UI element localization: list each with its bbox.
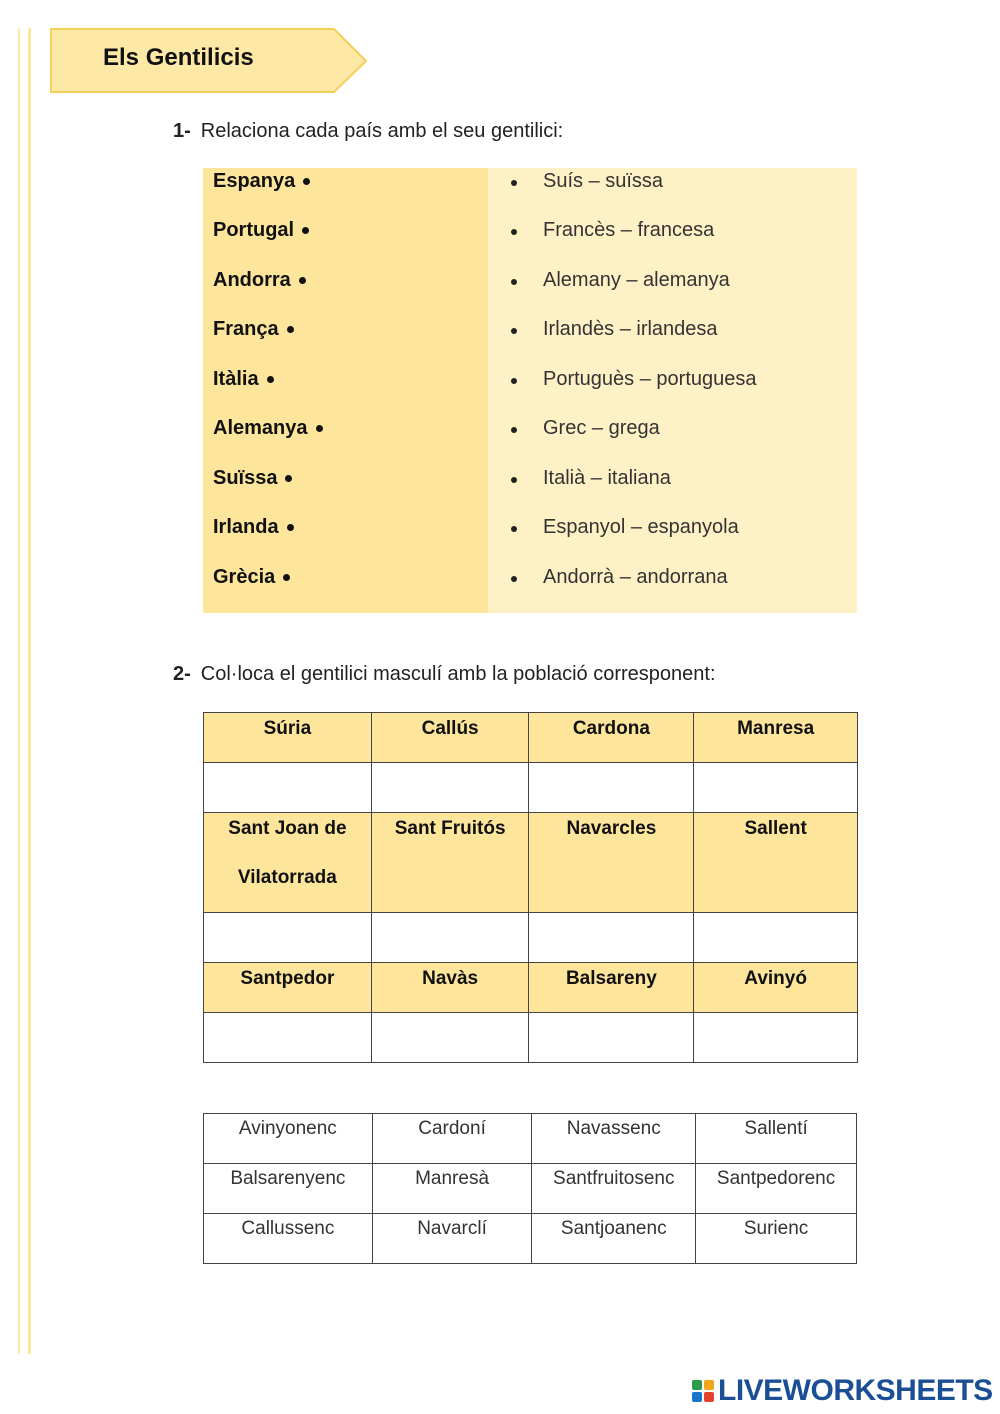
match-dot[interactable] — [511, 180, 517, 186]
table-row — [204, 963, 858, 1013]
brand-name: LIVEWORKSHEETS — [718, 1374, 993, 1407]
word-bank-item[interactable]: Cardoní — [372, 1114, 532, 1164]
answer-cell[interactable] — [204, 1013, 372, 1063]
gentilic-item[interactable]: Francès – francesa — [528, 219, 714, 242]
town-cell: Sallent — [694, 813, 858, 913]
logo-square — [704, 1380, 714, 1390]
exercise-number: 1- — [173, 120, 191, 142]
answer-cell[interactable] — [204, 913, 372, 963]
answer-cell[interactable] — [371, 1013, 529, 1063]
word-bank-item[interactable]: Callussenc — [204, 1214, 373, 1264]
country-item[interactable]: Suïssa — [213, 467, 292, 490]
page-margin-line — [18, 28, 20, 1354]
match-dot[interactable] — [511, 576, 517, 582]
country-item[interactable]: Grècia — [213, 566, 290, 589]
page-margin-line — [28, 28, 31, 1354]
match-dot[interactable] — [302, 227, 309, 234]
town-cell: Callús — [371, 713, 529, 763]
matching-exercise — [203, 168, 857, 613]
word-bank-item[interactable]: Navarclí — [372, 1214, 532, 1264]
table-row — [204, 763, 858, 813]
match-dot[interactable] — [511, 328, 517, 334]
word-bank-item[interactable]: Balsarenyenc — [204, 1164, 373, 1214]
match-dot[interactable] — [316, 425, 323, 432]
country-item[interactable]: Portugal — [213, 219, 309, 242]
table-row — [204, 913, 858, 963]
answer-cell[interactable] — [529, 913, 694, 963]
country-item[interactable]: Andorra — [213, 269, 306, 292]
logo-grid-icon — [692, 1380, 714, 1402]
exercise-1-question — [173, 120, 563, 143]
match-dot[interactable] — [511, 378, 517, 384]
country-item[interactable]: França — [213, 318, 294, 341]
gentilic-item[interactable]: Alemany – alemanya — [528, 269, 730, 292]
country-item[interactable]: Espanya — [213, 170, 310, 193]
table-row — [204, 1214, 857, 1264]
answer-cell[interactable] — [529, 763, 694, 813]
town-cell: Súria — [204, 713, 372, 763]
word-bank-table — [203, 1113, 857, 1264]
match-dot[interactable] — [511, 229, 517, 235]
liveworksheets-logo — [692, 1376, 993, 1406]
word-bank-item[interactable]: Surienc — [696, 1214, 857, 1264]
town-cell: Navarcles — [529, 813, 694, 913]
town-cell: Cardona — [529, 713, 694, 763]
gentilic-item[interactable]: Andorrà – andorrana — [528, 566, 728, 589]
logo-square — [692, 1380, 702, 1390]
gentilic-item[interactable]: Irlandès – irlandesa — [528, 318, 718, 341]
table-row — [204, 1164, 857, 1214]
town-cell — [204, 813, 372, 913]
gentilic-item[interactable]: Portuguès – portuguesa — [528, 368, 757, 391]
gentilic-item[interactable]: Italià – italiana — [528, 467, 671, 490]
gentilic-item[interactable]: Espanyol – espanyola — [528, 516, 739, 539]
exercise-number: 2- — [173, 663, 191, 685]
match-dot[interactable] — [511, 477, 517, 483]
word-bank-item[interactable]: Avinyonenc — [204, 1114, 373, 1164]
page-title: Els Gentilicis — [103, 44, 254, 71]
match-dot[interactable] — [287, 524, 294, 531]
match-dot[interactable] — [303, 178, 310, 185]
answer-cell[interactable] — [694, 763, 858, 813]
gentilics-column — [488, 168, 857, 613]
town-cell: Avinyó — [694, 963, 858, 1013]
exercise-instruction: Col·loca el gentilici masculí amb la població corresponent: — [200, 663, 716, 685]
town-cell: Navàs — [371, 963, 529, 1013]
answer-cell[interactable] — [529, 1013, 694, 1063]
logo-square — [704, 1392, 714, 1402]
exercise-2-question — [173, 663, 716, 686]
answer-cell[interactable] — [204, 763, 372, 813]
word-bank-item[interactable]: Manresà — [372, 1164, 532, 1214]
match-dot[interactable] — [267, 376, 274, 383]
country-item[interactable]: Itàlia — [213, 368, 274, 391]
word-bank-item[interactable]: Navassenc — [532, 1114, 696, 1164]
word-bank-item[interactable]: Santfruitosenc — [532, 1164, 696, 1214]
town-cell: Santpedor — [204, 963, 372, 1013]
title-banner — [50, 28, 366, 92]
match-dot[interactable] — [511, 427, 517, 433]
word-bank-item[interactable]: Sallentí — [696, 1114, 857, 1164]
table-row — [204, 1013, 858, 1063]
town-cell: Balsareny — [529, 963, 694, 1013]
town-cell: Sant Fruitós — [371, 813, 529, 913]
town-name-line: Sant Joan de — [228, 818, 347, 839]
match-dot[interactable] — [283, 574, 290, 581]
gentilic-item[interactable]: Suís – suïssa — [528, 170, 663, 193]
countries-column — [203, 168, 488, 613]
exercise-instruction: Relaciona cada país amb el seu gentilici: — [200, 120, 564, 142]
word-bank-item[interactable]: Santjoanenc — [532, 1214, 696, 1264]
match-dot[interactable] — [511, 526, 517, 532]
country-item[interactable]: Irlanda — [213, 516, 294, 539]
table-row — [204, 813, 858, 913]
gentilic-item[interactable]: Grec – grega — [528, 417, 660, 440]
table-row — [204, 1114, 857, 1164]
answer-cell[interactable] — [371, 913, 529, 963]
match-dot[interactable] — [287, 326, 294, 333]
country-item[interactable]: Alemanya — [213, 417, 323, 440]
answer-cell[interactable] — [694, 1013, 858, 1063]
towns-table — [203, 712, 858, 1063]
town-cell: Manresa — [694, 713, 858, 763]
word-bank-item[interactable]: Santpedorenc — [696, 1164, 857, 1214]
table-row — [204, 713, 858, 763]
answer-cell[interactable] — [371, 763, 529, 813]
match-dot[interactable] — [299, 277, 306, 284]
town-name-line: Vilatorrada — [237, 867, 337, 888]
logo-square — [692, 1392, 702, 1402]
match-dot[interactable] — [285, 475, 292, 482]
answer-cell[interactable] — [694, 913, 858, 963]
match-dot[interactable] — [511, 279, 517, 285]
